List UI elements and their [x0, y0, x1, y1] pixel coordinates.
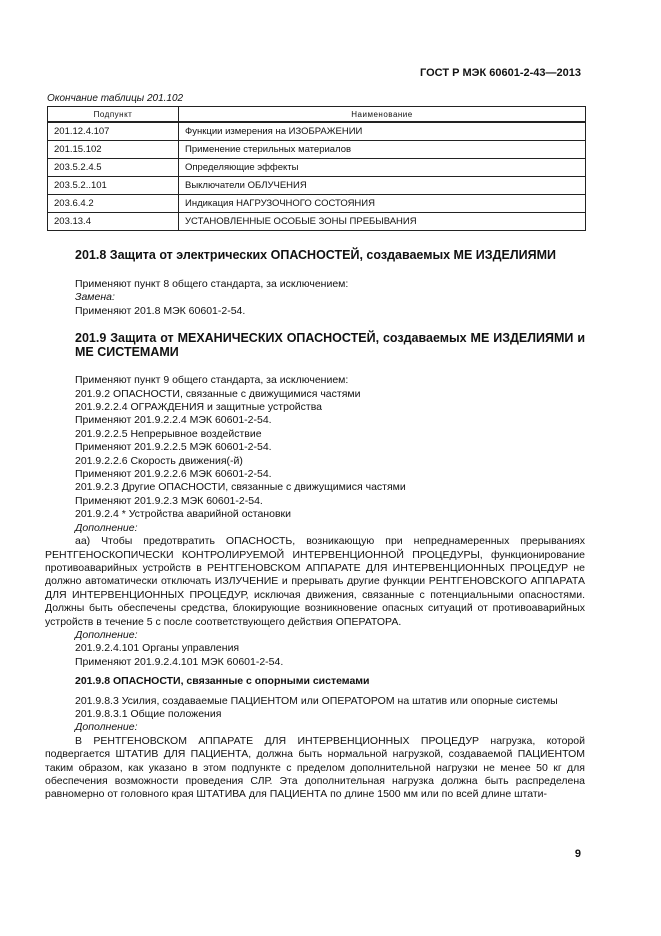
document-header: ГОСТ Р МЭК 60601-2-43—2013: [420, 67, 581, 79]
page-number: 9: [574, 848, 581, 860]
section-9-line: 201.9.2.2.4 ОГРАЖДЕНИЯ и защитные устройства: [75, 401, 323, 414]
cell-subclause: 203.5.2.4.5: [48, 159, 179, 177]
section-8-heading: 201.8 Защита от электрических ОПАСНОСТЕЙ, создаваемых МЕ ИЗДЕЛИЯМИ: [75, 248, 556, 262]
cell-name: Индикация НАГРУЗОЧНОГО СОСТОЯНИЯ: [179, 195, 586, 213]
cell-subclause: 203.6.4.2: [48, 195, 179, 213]
table-row: [48, 159, 586, 177]
section-9-heading: 201.9 Защита от МЕХАНИЧЕСКИХ ОПАСНОСТЕЙ, создаваемых МЕ ИЗДЕЛИЯМИ и МЕ СИСТЕМАМИ: [75, 331, 585, 360]
section-8-apply: Применяют 201.8 МЭК 60601-2-54.: [75, 304, 246, 317]
section-8-intro: Применяют пункт 8 общего стандарта, за исключением:: [75, 278, 349, 290]
addition-label: Дополнение:: [75, 628, 138, 641]
section-9-line: Применяют 201.9.2.2.4 МЭК 60601-2-54.: [75, 414, 272, 427]
controls-apply-line: Применяют 201.9.2.4.101 МЭК 60601-2-54.: [75, 655, 284, 668]
table-row: [48, 141, 586, 159]
cell-subclause: 201.15.102: [48, 141, 179, 159]
section-8-replacement-label: Замена:: [75, 291, 115, 304]
section-9-line: Применяют 201.9.2.2.5 МЭК 60601-2-54.: [75, 441, 272, 454]
document-body: [45, 248, 585, 802]
subsection-heading: 201.9.8 ОПАСНОСТИ, связанные с опорными системами: [75, 675, 370, 688]
column-header-name: Наименование: [179, 107, 586, 123]
cell-name: Применение стерильных материалов: [179, 141, 586, 159]
cell-name: УСТАНОВЛЕННЫЕ ОСОБЫЕ ЗОНЫ ПРЕБЫВАНИЯ: [179, 213, 586, 231]
addition-label: Дополнение:: [75, 721, 138, 734]
paragraph-last: В РЕНТГЕНОВСКОМ АППАРАТЕ ДЛЯ ИНТЕРВЕНЦИОННЫХ ПРОЦЕДУР нагрузка, которой подвергается ШТАТИВ ДЛЯ ПАЦИЕНТА, должна быть нормальной нагрузкой, создаваемой ПАЦИЕНТОМ таким образом, как указано в этом подпункте с пределом дополнительной нагрузки не менее 50 кг для обеспечения возможности проведения СЛР. Эта дополнительная нагрузка должна быть распределена равномерно от головного края ШТАТИВА для ПАЦИЕНТА по длине 1500 мм или по всей длине штати-: [45, 734, 585, 801]
cell-name: Определяющие эффекты: [179, 159, 586, 177]
general-provisions-line: 201.9.8.3.1 Общие положения: [75, 707, 222, 720]
section-9-line: 201.9.2.4 * Устройства аварийной остановки: [75, 508, 291, 521]
section-9-line: Применяют 201.9.2.3 МЭК 60601-2-54.: [75, 494, 263, 507]
paragraph-aa: аа) Чтобы предотвратить ОПАСНОСТЬ, возникающую при непреднамеренных прерываниях РЕНТГЕНОСКОПИЧЕСКИ КОНТРОЛИРУЕМОЙ ИНТЕРВЕНЦИОННОЙ ПРОЦЕДУРЫ, функционирование противоаварийных устройств в РЕНТГЕНОВСКОМ АППАРАТЕ ДЛЯ ИНТЕРВЕНЦИОННЫХ ПРОЦЕДУР не должно автоматически отключать ИЗЛУЧЕНИЕ и прерывать другие функции РЕНТГЕНОВСКОГО АППАРАТА ДЛЯ ИНТЕРВЕНЦИОННЫХ ПРОЦЕДУР, исключая движения, связанные с потенциальными опасностями. Должны быть обеспечены средства, блокирующие возникновение опасных ситуаций от противоаварийных устройств в течение 5 с после соответствующего действия ОПЕРАТОРА.: [45, 535, 585, 628]
section-9-line: 201.9.2.2.5 Непрерывное воздействие: [75, 427, 262, 440]
cell-subclause: 201.12.4.107: [48, 122, 179, 141]
section-9-line: Применяют пункт 9 общего стандарта, за исключением:: [75, 374, 349, 387]
cell-name: Выключатели ОБЛУЧЕНИЯ: [179, 177, 586, 195]
section-9-line: 201.9.2.3 Другие ОПАСНОСТИ, связанные с движущимися частями: [75, 481, 406, 494]
table-row: [48, 213, 586, 231]
subclause-table: [47, 106, 586, 231]
table-caption: Окончание таблицы 201.102: [47, 93, 184, 104]
table-header-row: [48, 107, 586, 123]
cell-subclause: 203.5.2..101: [48, 177, 179, 195]
table-row: [48, 195, 586, 213]
cell-subclause: 203.13.4: [48, 213, 179, 231]
addition-label: Дополнение:: [75, 521, 138, 534]
column-header-subclause: Подпункт: [48, 107, 179, 123]
controls-line: 201.9.2.4.101 Органы управления: [75, 642, 240, 655]
table-row: [48, 177, 586, 195]
cell-name: Функции измерения на ИЗОБРАЖЕНИИ: [179, 122, 586, 141]
table-row: [48, 122, 586, 141]
section-9-line: 201.9.2 ОПАСНОСТИ, связанные с движущимися частями: [75, 387, 361, 400]
section-9-line: Применяют 201.9.2.2.6 МЭК 60601-2-54.: [75, 468, 272, 481]
paragraph-983: 201.9.8.3 Усилия, создаваемые ПАЦИЕНТОМ или ОПЕРАТОРОМ на штатив или опорные системы: [75, 694, 558, 707]
section-9-line: 201.9.2.2.6 Скорость движения(-й): [75, 454, 243, 467]
